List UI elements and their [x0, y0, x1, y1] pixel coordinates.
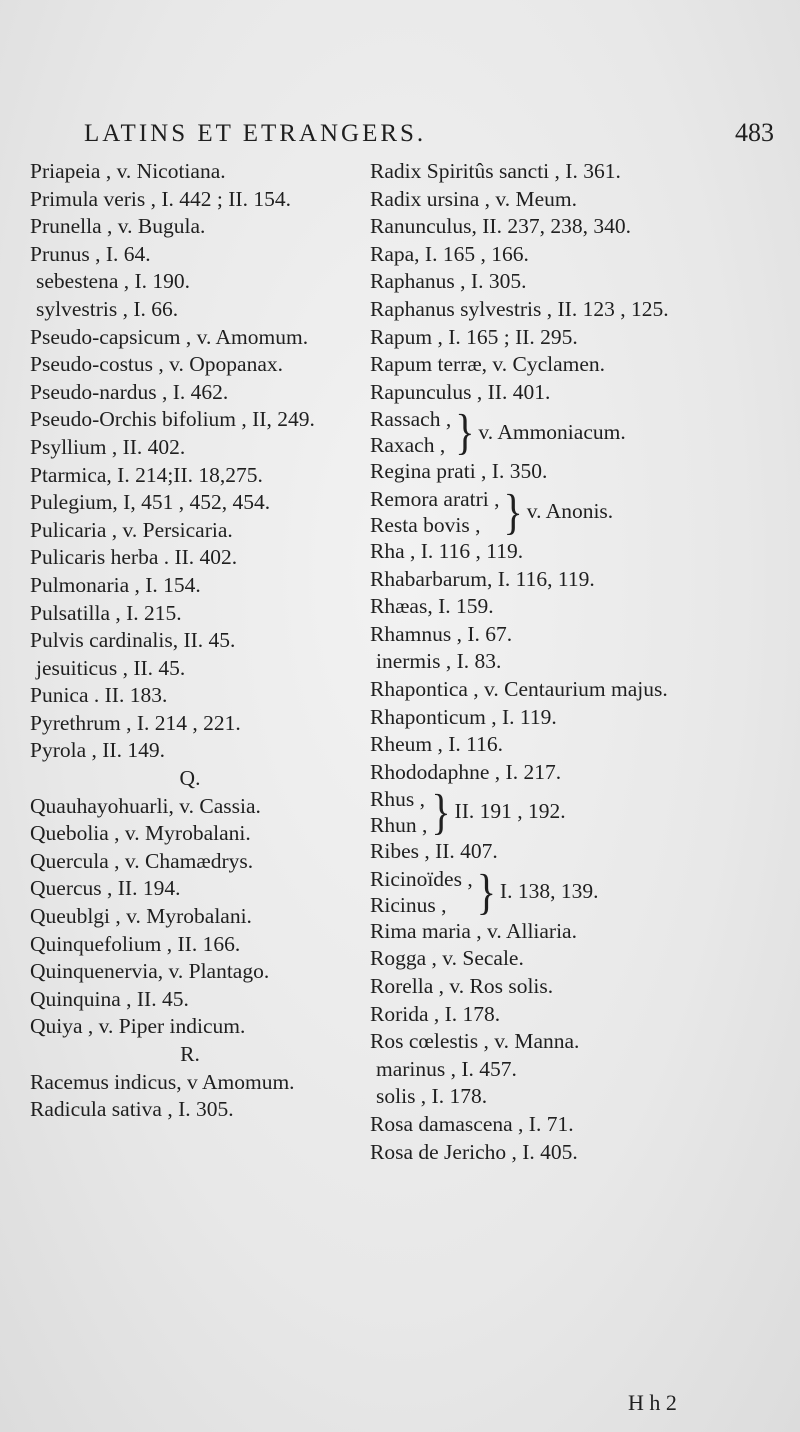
index-entry: Pseudo-nardus , I. 462. [30, 379, 229, 404]
index-entry: Raphanus , I. 305. [370, 269, 527, 294]
index-subentry: solis , I. 178. [376, 1084, 488, 1109]
index-entry: Radix Spiritûs sancti , I. 361. [370, 159, 621, 183]
braced-terms [370, 786, 427, 838]
index-entry: Racemus indicus, v Amomum. [30, 1069, 295, 1094]
braced-term: Rhus , [370, 787, 425, 812]
index-entry: Pulmonaria , I. 154. [30, 572, 201, 597]
index-entry: Pseudo-Orchis bifolium , II, 249. [30, 407, 315, 432]
braced-terms [370, 866, 473, 918]
index-entry: Rapum terræ, v. Cyclamen. [370, 352, 606, 377]
index-entry: Rosa damascena , I. 71. [370, 1112, 574, 1137]
braced-entry [370, 863, 770, 920]
index-entry: Rhæas, I. 159. [370, 594, 494, 619]
braced-reference: II. 191 , 192. [454, 799, 566, 824]
index-entry: Queublgi , v. Myrobalani. [30, 904, 252, 929]
index-entry: Rosa de Jericho , I. 405. [370, 1139, 578, 1164]
index-entry: Pseudo-costus , v. Opopanax. [30, 352, 283, 377]
index-entry: Rorida , I. 178. [370, 1001, 501, 1026]
index-entry: Quauhayohuarli, v. Cassia. [30, 793, 261, 818]
running-title: LATINS ET ETRANGERS. [84, 120, 427, 147]
index-entry: Rhapontica , v. Centaurium majus. [370, 676, 668, 701]
index-entry: Priapeia , v. Nicotiana. [30, 159, 226, 183]
index-entry: Punica . II. 183. [30, 683, 168, 708]
index-entry: Pulvis cardinalis, II. 45. [30, 628, 236, 653]
index-entry: Pulicaris herba . II. 402. [30, 545, 238, 570]
brace-glyph: } [476, 863, 496, 920]
index-entry: Psyllium , II. 402. [30, 434, 186, 459]
index-entry: Rhamnus , I. 67. [370, 621, 513, 646]
braced-term: Remora aratri , [370, 486, 500, 511]
index-entry: Pulegium, I, 451 , 452, 454. [30, 490, 271, 515]
index-entry: Quinquefolium , II. 166. [30, 931, 241, 956]
braced-reference: v. Ammoniacum. [478, 419, 626, 444]
brace-glyph: } [503, 483, 523, 540]
braced-entry [370, 483, 770, 540]
index-entry: Raphanus sylvestris , II. 123 , 125. [370, 296, 669, 321]
braced-entry [370, 403, 770, 460]
index-entry: Rorella , v. Ros solis. [370, 974, 554, 999]
index-entry: Ribes , II. 407. [370, 839, 498, 864]
index-entry: Rhabarbarum, I. 116, 119. [370, 566, 595, 591]
index-subentry: marinus , I. 457. [376, 1056, 517, 1081]
index-entry: Pyrola , II. 149. [30, 738, 165, 763]
signature-mark: H h 2 [628, 1390, 677, 1415]
index-entry: Quinquina , II. 45. [30, 986, 189, 1011]
index-entry: Pulicaria , v. Persicaria. [30, 517, 233, 542]
index-entry: Pseudo-capsicum , v. Amomum. [30, 324, 309, 349]
index-column-right [370, 158, 770, 1166]
index-column-left [30, 158, 350, 1124]
page-number: 483 [735, 118, 774, 147]
index-entry: Regina prati , I. 350. [370, 459, 548, 484]
index-entry: Rima maria , v. Alliaria. [370, 918, 577, 943]
braced-term: Ricinus , [370, 892, 447, 917]
index-entry: Rapa, I. 165 , 166. [370, 241, 529, 266]
braced-terms [370, 486, 500, 538]
index-entry: Prunella , v. Bugula. [30, 214, 206, 239]
index-entry: Rapum , I. 165 ; II. 295. [370, 324, 578, 349]
index-subentry: sylvestris , I. 66. [36, 296, 179, 321]
index-entry: Pulsatilla , I. 215. [30, 600, 182, 625]
index-entry: Rapunculus , II. 401. [370, 379, 551, 404]
index-entry: Pyrethrum , I. 214 , 221. [30, 710, 241, 735]
index-entry: Quercus , II. 194. [30, 876, 181, 901]
braced-term: Rhun , [370, 813, 428, 838]
index-entry: Rha , I. 116 , 119. [370, 538, 524, 563]
index-entry: Ranunculus, II. 237, 238, 340. [370, 214, 631, 239]
section-letter: R. [180, 1042, 200, 1066]
index-entry: Rhaponticum , I. 119. [370, 704, 557, 729]
braced-terms [370, 406, 451, 458]
index-entry: Quebolia , v. Myrobalani. [30, 821, 251, 846]
braced-term: Resta bovis , [370, 512, 481, 537]
braced-term: Raxach , [370, 433, 446, 458]
index-entry: Quinquenervia, v. Plantago. [30, 959, 270, 984]
index-entry: Rheum , I. 116. [370, 732, 503, 757]
index-entry: Radix ursina , v. Meum. [370, 186, 578, 211]
index-entry: Ptarmica, I. 214;II. 18,275. [30, 462, 263, 487]
index-entry: Prunus , I. 64. [30, 241, 151, 266]
index-entry: Rhododaphne , I. 217. [370, 759, 562, 784]
index-entry: Rogga , v. Secale. [370, 946, 524, 971]
running-header [84, 118, 774, 148]
braced-term: Ricinoïdes , [370, 866, 473, 891]
braced-reference: I. 138, 139. [499, 879, 599, 904]
braced-entry [370, 783, 770, 840]
index-entry: Quercula , v. Chamædrys. [30, 848, 254, 873]
index-entry: Ros cœlestis , v. Manna. [370, 1029, 580, 1054]
index-entry: Radicula sativa , I. 305. [30, 1097, 234, 1122]
brace-glyph: } [455, 403, 475, 460]
index-entry: Primula veris , I. 442 ; II. 154. [30, 186, 291, 211]
index-subentry: sebestena , I. 190. [36, 269, 191, 294]
braced-reference: v. Anonis. [526, 499, 614, 524]
index-entry: Quiya , v. Piper indicum. [30, 1014, 246, 1039]
index-subentry: inermis , I. 83. [376, 649, 502, 674]
index-subentry: jesuiticus , II. 45. [36, 655, 186, 680]
brace-glyph: } [431, 783, 451, 840]
section-letter: Q. [179, 766, 201, 791]
braced-term: Rassach , [370, 407, 452, 432]
